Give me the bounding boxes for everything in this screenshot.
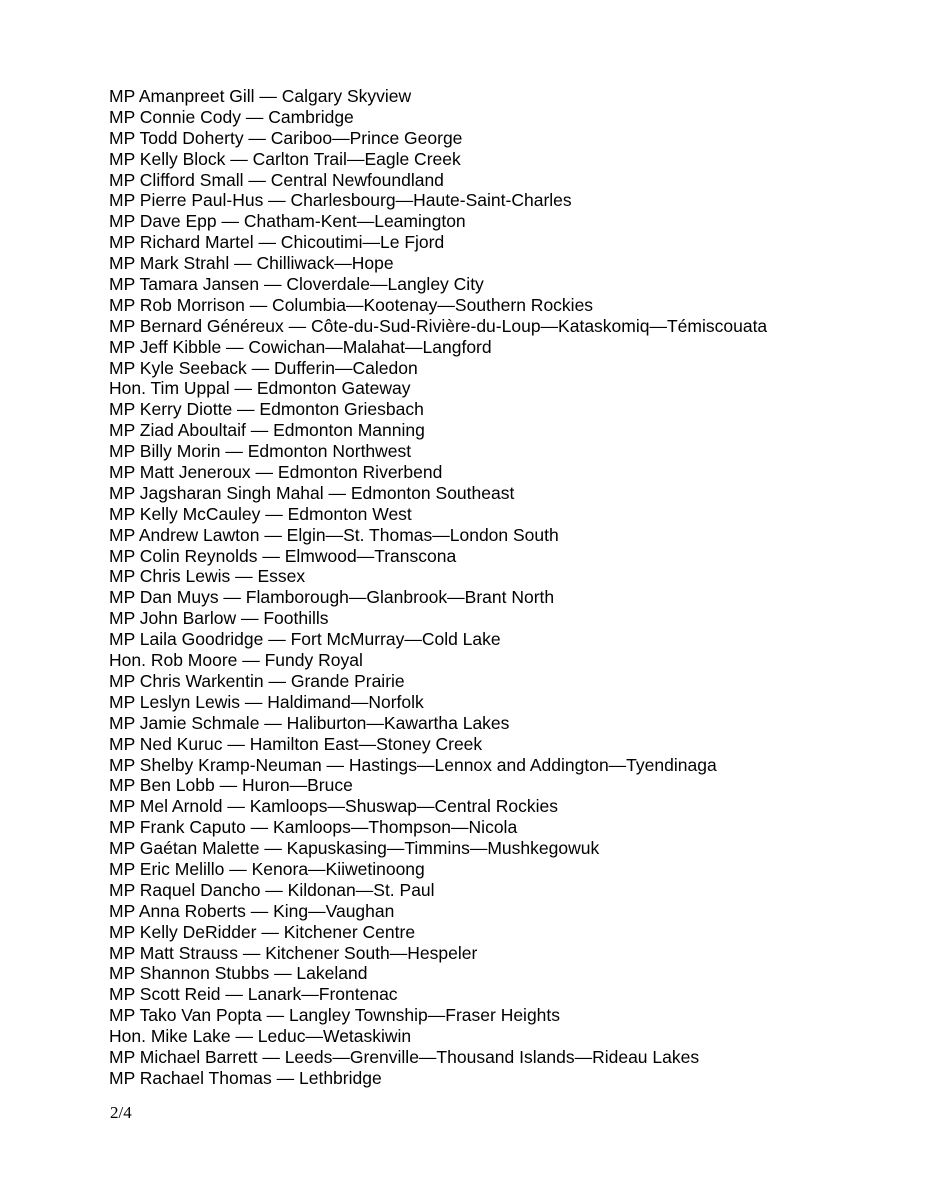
list-item: MP Bernard Généreux — Côte-du-Sud-Rivière-du-Loup—Kataskomiq—Témiscouata [109, 315, 768, 336]
list-item: MP Rachael Thomas — Lethbridge [109, 1067, 382, 1088]
list-item: MP Michael Barrett — Leeds—Grenville—Thousand Islands—Rideau Lakes [109, 1046, 700, 1067]
list-item: MP Leslyn Lewis — Haldimand—Norfolk [109, 691, 424, 712]
list-item: MP Eric Melillo — Kenora—Kiiwetinoong [109, 858, 425, 879]
list-item: MP Amanpreet Gill — Calgary Skyview [109, 86, 412, 106]
list-item: MP Connie Cody — Cambridge [109, 106, 354, 127]
list-item: MP Richard Martel — Chicoutimi—Le Fjord [109, 232, 445, 253]
list-item: MP Dave Epp — Chatham-Kent—Leamington [109, 211, 466, 232]
list-item: MP Dan Muys — Flamborough—Glanbrook—Brant North [109, 587, 555, 608]
list-item: Hon. Tim Uppal — Edmonton Gateway [109, 378, 411, 399]
member-list [109, 86, 767, 1089]
list-item: MP Kelly Block — Carlton Trail—Eagle Creek [109, 148, 461, 169]
list-item: Hon. Rob Moore — Fundy Royal [109, 650, 363, 671]
list-item: MP Kerry Diotte — Edmonton Griesbach [109, 399, 424, 420]
list-item: MP Tamara Jansen — Cloverdale—Langley City [109, 274, 484, 295]
list-item: MP Shannon Stubbs — Lakeland [109, 963, 368, 984]
list-item: MP Kelly DeRidder — Kitchener Centre [109, 921, 416, 942]
list-item: MP Laila Goodridge — Fort McMurray—Cold Lake [109, 629, 501, 650]
list-item: MP Kyle Seeback — Dufferin—Caledon [109, 357, 418, 378]
list-item: MP Clifford Small — Central Newfoundland [109, 169, 444, 190]
list-item: MP Pierre Paul-Hus — Charlesbourg—Haute-Saint-Charles [109, 190, 572, 211]
list-item: MP Chris Warkentin — Grande Prairie [109, 670, 405, 691]
list-item: Hon. Mike Lake — Leduc—Wetaskiwin [109, 1026, 412, 1047]
list-item: MP Kelly McCauley — Edmonton West [109, 503, 412, 524]
list-item: MP Matt Strauss — Kitchener South—Hespeler [109, 942, 478, 963]
list-item: MP Jeff Kibble — Cowichan—Malahat—Langford [109, 336, 492, 357]
list-item: MP Andrew Lawton — Elgin—St. Thomas—London South [109, 524, 559, 545]
list-item: MP Raquel Dancho — Kildonan—St. Paul [109, 879, 435, 900]
list-item: MP Jamie Schmale — Haliburton—Kawartha Lakes [109, 712, 510, 733]
page-number: 2/4 [110, 1103, 132, 1122]
list-item: MP Mark Strahl — Chilliwack—Hope [109, 253, 394, 274]
list-item: MP Ned Kuruc — Hamilton East—Stoney Creek [109, 733, 483, 754]
list-item: MP Shelby Kramp-Neuman — Hastings—Lennox and Addington—Tyendinaga [109, 754, 717, 775]
list-item: MP Jagsharan Singh Mahal — Edmonton Southeast [109, 482, 515, 503]
list-item: MP Anna Roberts — King—Vaughan [109, 900, 395, 921]
list-item: MP Ben Lobb — Huron—Bruce [109, 775, 353, 796]
list-item: MP Matt Jeneroux — Edmonton Riverbend [109, 462, 443, 483]
list-item: MP Billy Morin — Edmonton Northwest [109, 441, 412, 462]
list-item: MP Gaétan Malette — Kapuskasing—Timmins—Mushkegowuk [109, 838, 600, 859]
list-item: MP John Barlow — Foothills [109, 608, 329, 629]
list-item: MP Scott Reid — Lanark—Frontenac [109, 984, 398, 1005]
list-item: MP Todd Doherty — Cariboo—Prince George [109, 127, 463, 148]
list-item: MP Ziad Aboultaif — Edmonton Manning [109, 420, 425, 441]
list-item: MP Colin Reynolds — Elmwood—Transcona [109, 545, 457, 566]
list-item: MP Rob Morrison — Columbia—Kootenay—Southern Rockies [109, 294, 594, 315]
list-item: MP Frank Caputo — Kamloops—Thompson—Nicola [109, 817, 518, 838]
list-item: MP Mel Arnold — Kamloops—Shuswap—Central Rockies [109, 796, 559, 817]
list-item: MP Chris Lewis — Essex [109, 566, 306, 587]
list-item: MP Tako Van Popta — Langley Township—Fraser Heights [109, 1005, 561, 1026]
